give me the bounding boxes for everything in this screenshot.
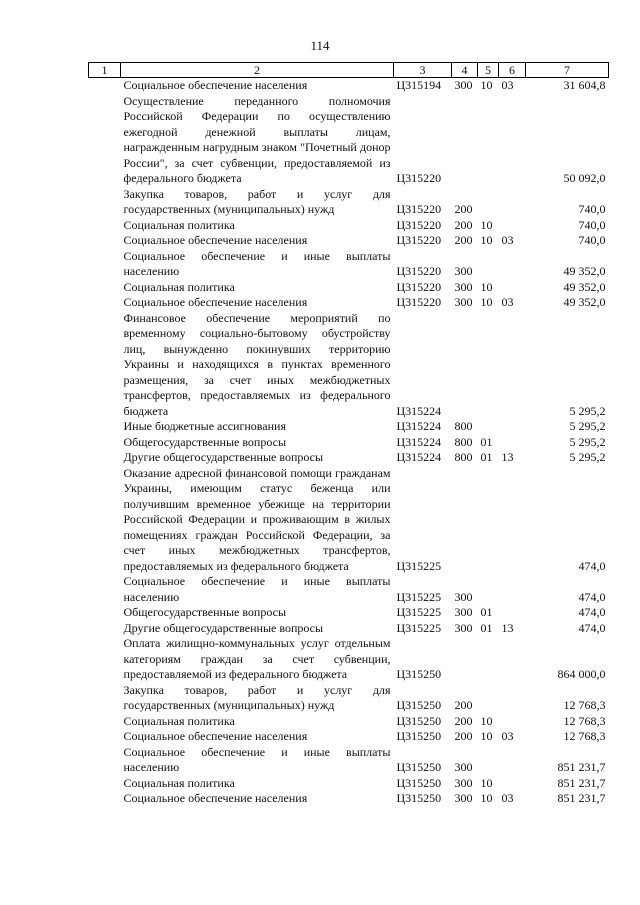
table-row [89,636,609,683]
row-number-cell [89,435,121,451]
table-row [89,295,609,311]
section-cell [478,636,499,683]
row-number-cell [89,187,121,218]
table-row [89,605,609,621]
section-cell: 10 [480,279,493,294]
amount-cell: 474,0 [578,605,606,619]
table-row [89,233,609,249]
subsection-cell [499,776,526,792]
row-name-cell: Финансовое обеспечение мероприятий по временному социально-бытовому обустройству лиц, вынужденно покинувших территорию Украины и находящихся в пунктах временного размещения, за счет иных межбюджетных трансфертов, предоставляемых из федерального бюджета [123,310,391,418]
expense-type-cell: 200 [454,729,473,743]
subsection-cell: 03 [501,233,514,247]
row-name-cell: Социальная политика [123,713,235,728]
row-number-cell [89,791,121,807]
row-number-cell [89,776,121,792]
row-name-cell: Социальное обеспечение населения [123,233,308,247]
subsection-cell [499,419,526,435]
section-cell [478,683,499,714]
target-article-cell: Ц315220 [396,202,442,216]
expense-type-cell: 300 [454,791,473,805]
table-row [89,311,609,420]
table-row [89,450,609,466]
section-cell [478,574,499,605]
target-article-cell: Ц315250 [396,729,442,743]
table-row [89,745,609,776]
target-article-cell: Ц315225 [396,589,442,604]
target-article-cell: Ц315225 [396,558,442,573]
target-article-cell: Ц315220 [396,217,442,232]
row-name-cell: Социальное обеспечение населения [123,295,308,309]
row-number-cell [89,233,121,249]
row-name-cell: Оплата жилищно-коммунальных услуг отдельным категориям граждан за счет субвенции, предоставляемой из федерального бюджета [123,636,391,681]
row-number-cell [89,621,121,637]
amount-cell: 5 295,2 [569,434,606,449]
amount-cell: 5 295,2 [569,450,606,464]
subsection-cell: 03 [501,729,514,743]
row-number-cell [89,450,121,466]
target-article-cell: Ц315224 [396,419,442,433]
table-row [89,435,609,451]
target-article-cell: Ц315250 [396,791,442,805]
subsection-cell: 03 [501,78,514,92]
subsection-cell: 13 [501,620,514,635]
table-row [89,218,609,234]
subsection-cell [499,311,526,420]
section-cell: 10 [480,791,493,805]
row-number-cell [89,729,121,745]
amount-cell: 49 352,0 [563,279,606,294]
subsection-cell: 13 [501,450,514,464]
amount-cell: 12 768,3 [563,713,606,728]
target-article-cell: Ц315220 [396,264,442,278]
expense-type-cell [452,94,478,187]
section-cell: 10 [480,295,493,309]
expense-type-cell [452,311,478,420]
amount-cell: 474,0 [578,589,606,604]
amount-cell: 851 231,7 [557,791,606,805]
amount-cell: 12 768,3 [563,698,606,712]
row-name-cell: Общегосударственные вопросы [123,434,287,449]
row-name-cell: Социальное обеспечение и иные выплаты населению [123,744,391,774]
row-number-cell [89,419,121,435]
row-number-cell [89,574,121,605]
table-row [89,776,609,792]
amount-cell: 864 000,0 [557,667,606,681]
section-cell: 10 [480,233,493,247]
expense-type-cell: 200 [454,698,473,712]
subsection-cell [499,574,526,605]
row-name-cell: Осуществление переданного полномочия Российской Федерации по осуществлению ежегодной денежной выплаты лицам, награжденным нагрудным знаком "Почетный донор России", за счет субвенции, предоставляемой из федерального бюджета [123,93,391,185]
subsection-cell [499,280,526,296]
row-name-cell: Другие общегосударственные вопросы [123,620,324,635]
column-header: 7 [526,63,609,78]
subsection-cell: 03 [501,295,514,309]
amount-cell: 5 295,2 [569,419,606,433]
subsection-cell: 03 [501,791,514,805]
row-number-cell [89,714,121,730]
amount-cell: 31 604,8 [563,78,606,92]
section-cell [478,466,499,575]
row-name-cell: Общегосударственные вопросы [123,605,287,619]
target-article-cell: Ц315250 [396,698,442,712]
expense-type-cell: 300 [454,760,473,774]
row-name-cell: Другие общегосударственные вопросы [123,450,324,464]
row-number-cell [89,683,121,714]
subsection-cell [499,683,526,714]
row-name-cell: Социальное обеспечение и иные выплаты населению [123,248,391,278]
target-article-cell: Ц315224 [396,403,442,418]
row-name-cell: Социальная политика [123,217,235,232]
table-row [89,729,609,745]
table-row [89,187,609,218]
section-cell [478,311,499,420]
row-number-cell [89,466,121,575]
table-row [89,683,609,714]
subsection-cell [499,249,526,280]
column-header: 5 [478,63,499,78]
target-article-cell: Ц315250 [396,775,442,790]
section-cell: 10 [480,217,493,232]
table-header-row [89,63,609,78]
subsection-cell [499,94,526,187]
subsection-cell [499,435,526,451]
row-number-cell [89,249,121,280]
amount-cell: 740,0 [578,202,606,216]
expense-type-cell: 300 [454,589,473,604]
row-name-cell: Социальное обеспечение и иные выплаты населению [123,574,391,604]
target-article-cell: Ц315225 [396,620,442,635]
expense-type-cell: 200 [454,202,473,216]
target-article-cell: Ц315250 [396,667,442,681]
subsection-cell [499,636,526,683]
expense-type-cell: 300 [454,264,473,278]
expense-type-cell: 300 [454,620,473,635]
table-row [89,280,609,296]
subsection-cell [499,218,526,234]
subsection-cell [499,466,526,575]
page-number: 114 [310,38,330,53]
section-cell: 01 [480,450,493,464]
amount-cell: 740,0 [578,233,606,247]
amount-cell: 50 092,0 [563,171,606,185]
expense-type-cell: 800 [454,450,473,464]
expense-type-cell [452,636,478,683]
expense-type-cell: 300 [454,279,473,294]
amount-cell: 49 352,0 [563,295,606,309]
table-row [89,249,609,280]
expense-type-cell: 300 [454,295,473,309]
row-number-cell [89,218,121,234]
amount-cell: 740,0 [578,217,606,232]
row-name-cell: Закупка товаров, работ и услуг для государственных (муниципальных) нужд [123,682,391,712]
amount-cell: 851 231,7 [557,775,606,790]
column-header: 6 [499,63,526,78]
target-article-cell: Ц315250 [396,713,442,728]
subsection-cell [499,714,526,730]
budget-table [88,62,609,807]
amount-cell: 474,0 [578,620,606,635]
row-number-cell [89,94,121,187]
target-article-cell: Ц315225 [396,605,442,619]
expense-type-cell: 300 [454,605,473,619]
target-article-cell: Ц315250 [396,760,442,774]
expense-type-cell: 800 [454,419,473,433]
expense-type-cell: 300 [454,78,473,92]
table-body [89,78,609,807]
table-row [89,791,609,807]
row-number-cell [89,280,121,296]
expense-type-cell: 200 [454,713,473,728]
section-cell: 01 [480,620,493,635]
subsection-cell [499,605,526,621]
section-cell: 10 [480,729,493,743]
expense-type-cell: 800 [454,434,473,449]
row-number-cell [89,311,121,420]
section-cell [478,94,499,187]
subsection-cell [499,745,526,776]
expense-type-cell [452,466,478,575]
row-number-cell [89,295,121,311]
row-name-cell: Социальное обеспечение населения [123,791,308,805]
target-article-cell: Ц315220 [396,171,442,185]
column-header: 4 [452,63,478,78]
target-article-cell: Ц315224 [396,434,442,449]
section-cell [478,249,499,280]
section-cell: 10 [480,713,493,728]
expense-type-cell: 200 [454,217,473,232]
target-article-cell: Ц315220 [396,295,442,309]
section-cell [478,419,499,435]
row-number-cell [89,745,121,776]
column-header: 1 [89,63,121,78]
row-number-cell [89,78,121,94]
section-cell: 10 [480,78,493,92]
row-name-cell: Социальная политика [123,279,235,294]
table-row [89,574,609,605]
expense-type-cell: 200 [454,233,473,247]
target-article-cell: Ц315194 [396,78,442,92]
table-row [89,714,609,730]
section-cell: 10 [480,775,493,790]
target-article-cell: Ц315220 [396,233,442,247]
amount-cell: 851 231,7 [557,760,606,774]
row-name-cell: Социальная политика [123,775,235,790]
column-header: 2 [121,63,394,78]
row-number-cell [89,605,121,621]
section-cell [478,187,499,218]
target-article-cell: Ц315220 [396,279,442,294]
amount-cell: 474,0 [578,558,606,573]
section-cell [478,745,499,776]
section-cell: 01 [480,605,493,619]
amount-cell: 49 352,0 [563,264,606,278]
row-name-cell: Иные бюджетные ассигнования [123,419,286,433]
subsection-cell [499,187,526,218]
table-row [89,466,609,575]
row-name-cell: Закупка товаров, работ и услуг для государственных (муниципальных) нужд [123,186,391,216]
table-row [89,419,609,435]
row-name-cell: Социальное обеспечение населения [123,729,308,743]
table-row [89,621,609,637]
table-row [89,94,609,187]
section-cell: 01 [480,434,493,449]
target-article-cell: Ц315224 [396,450,442,464]
column-header: 3 [394,63,452,78]
expense-type-cell: 300 [454,775,473,790]
amount-cell: 12 768,3 [563,729,606,743]
row-name-cell: Оказание адресной финансовой помощи гражданам Украины, имеющим статус беженца или получившим временное убежище на территории Российской Федерации и проживающим в жилых помещениях граждан Российской Федерации, за счет иных межбюджетных трансфертов, предоставляемых из федерального бюджета [123,465,391,573]
amount-cell: 5 295,2 [569,403,606,418]
row-name-cell: Социальное обеспечение населения [123,78,308,92]
table-row [89,78,609,94]
row-number-cell [89,636,121,683]
